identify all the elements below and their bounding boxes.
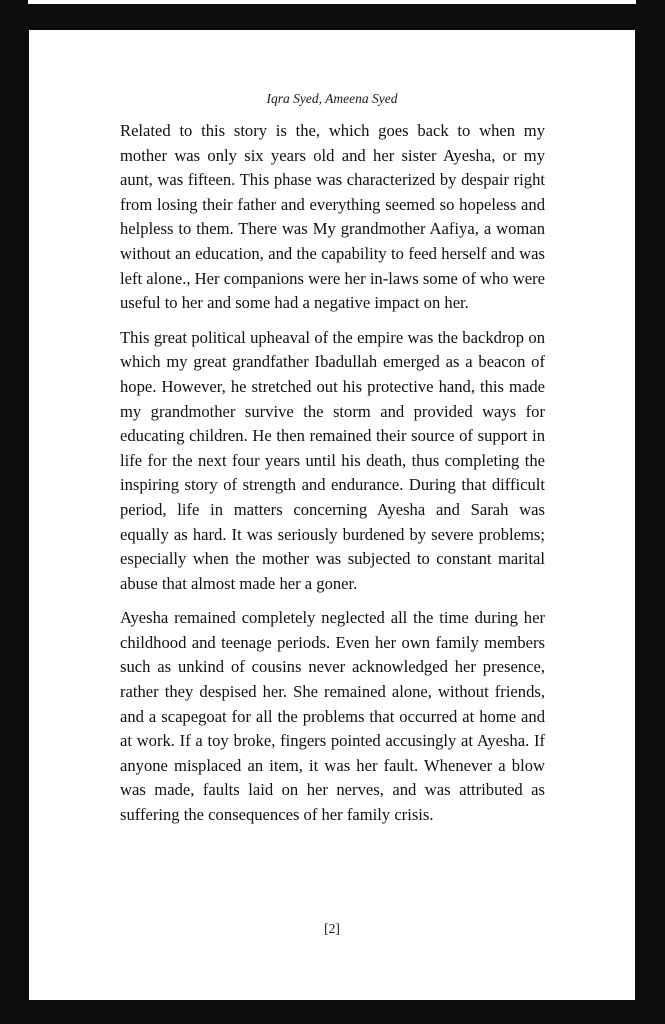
previous-page-edge xyxy=(28,0,636,4)
body-text xyxy=(120,119,545,838)
paragraph: Ayesha remained completely neglected all the time during her childhood and teenage periods. Even her own family members such as unkind of cousins never acknowledged her presence, rather they despised her. She remained alone, without friends, and a scapegoat for all the problems that occurred at home and at work. If a toy broke, fingers pointed accusingly at Ayesha. If anyone misplaced an item, it was her fault. Whenever a blow was made, faults laid on her nerves, and was attributed as suffering the consequences of her family crisis. xyxy=(120,608,545,825)
book-page xyxy=(29,30,635,1000)
paragraph: This great political upheaval of the empire was the backdrop on which my great grandfather Ibadullah emerged as a beacon of hope. However, he stretched out his protective hand, this made my grandmother survive the storm and provided ways for educating children. He then remained their source of support in life for the next four years until his death, thus completing the inspiring story of strength and endurance. During that difficult period, life in matters concerning Ayesha and Sarah was equally as hard. It was seriously burdened by severe problems; especially when the mother was subjected to constant marital abuse that almost made her a goner. xyxy=(120,327,545,593)
running-header: Iqra Syed, Ameena Syed xyxy=(266,91,398,106)
paragraph: Related to this story is the, which goes back to when my mother was only six years old and her sister Ayesha, or my aunt, was fifteen. This phase was characterized by despair right from losing their father and everything seemed so hopeless and helpless to them. There was My grandmother Aafiya, a woman without an education, and the capability to feed herself and was left alone., Her companions were her in-laws some of who were useful to her and some had a negative impact on her. xyxy=(120,121,545,313)
page-number: [2] xyxy=(324,921,340,936)
